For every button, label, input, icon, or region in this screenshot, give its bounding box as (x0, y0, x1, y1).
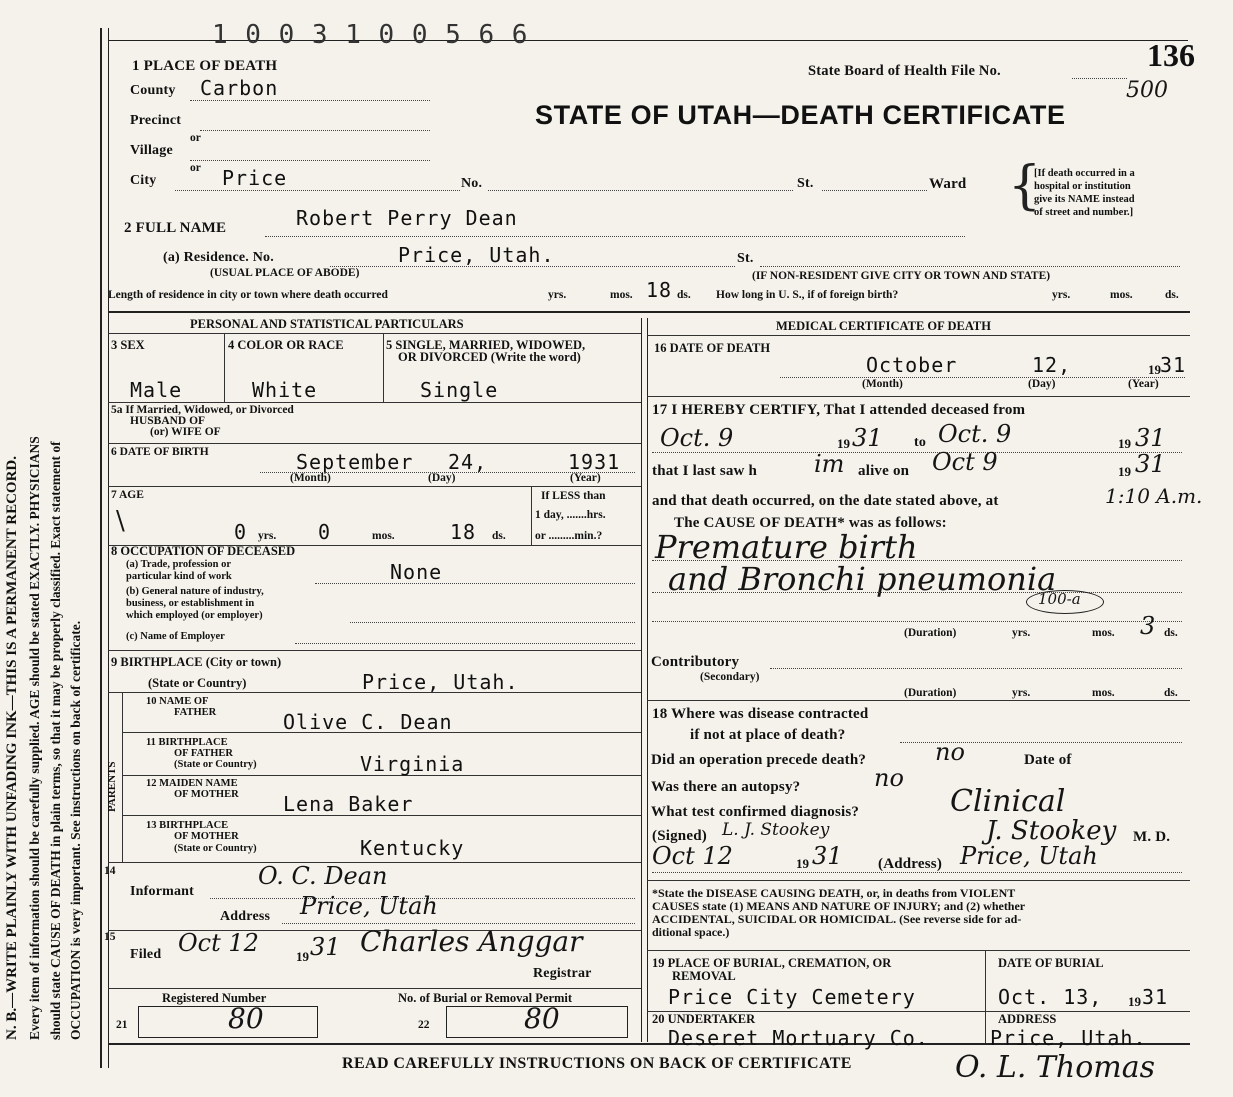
spouse-label-1: 5a If Married, Widowed, or Divorced (111, 404, 294, 416)
burial-place-label-1: 19 PLACE OF BURIAL, CREMATION, OR (652, 956, 892, 970)
registrar-bottom-signature: O. L. Thomas (955, 1050, 1156, 1085)
mother-birthplace: Kentucky (360, 836, 465, 860)
footnote-1: *State the DISEASE CAUSING DEATH, or, in deaths from VIOLENT (652, 886, 1016, 900)
cause-duration: (Duration) (904, 627, 957, 639)
less-than-2: 1 day, .......hrs. (535, 509, 606, 521)
age-months: 0 (318, 520, 332, 544)
age-yrs-label: yrs. (258, 530, 277, 542)
spouse-label-2: HUSBAND OF (130, 415, 206, 427)
father-birth-label-1: 11 BIRTHPLACE (146, 737, 228, 748)
center-divider (641, 318, 642, 1042)
length-of-residence-label: Length of residence in city or town where death occurred (108, 289, 388, 301)
death-day: 12, (1032, 353, 1072, 377)
contrib-duration: (Duration) (904, 687, 957, 699)
age-mos-label: mos. (372, 530, 395, 542)
length-days: 18 (646, 278, 673, 302)
father-birth-label-2: OF FATHER (174, 748, 234, 759)
registered-number: 80 (228, 1002, 264, 1035)
marital-label-1: 5 SINGLE, MARRIED, WIDOWED, (386, 338, 586, 352)
burial-place-label-2: REMOVAL (672, 969, 736, 983)
informant-address-label: Address (220, 909, 271, 924)
cause-of-death-label: The CAUSE OF DEATH* was as follows: (674, 515, 947, 531)
alive-year-prefix: 19 (1118, 464, 1131, 479)
length-mos: mos. (610, 289, 633, 301)
color-label: 4 COLOR OR RACE (228, 338, 344, 352)
full-name-label: 2 FULL NAME (124, 220, 227, 236)
mother-name: Lena Baker (283, 792, 414, 816)
county-label: County (130, 83, 176, 98)
burial-year: 31 (1142, 985, 1169, 1009)
attended-to-date: Oct. 9 (938, 420, 1012, 448)
sign-date: Oct 12 (652, 842, 733, 870)
md-label: M. D. (1133, 829, 1171, 845)
row-rule-7 (108, 486, 641, 487)
personal-heading: PERSONAL AND STATISTICAL PARTICULARS (190, 317, 464, 331)
cause-duration-ds: ds. (1164, 627, 1178, 639)
residence-st-label: St. (737, 251, 754, 266)
cause-duration-yrs: yrs. (1012, 627, 1031, 639)
medical-heading-rule (647, 335, 1190, 336)
residence-value: Price, Utah. (398, 243, 555, 267)
hospital-note-1: [If death occurred in a (1034, 168, 1135, 179)
cause-of-death-2: and Bronchi pneumonia (668, 560, 1057, 598)
attended-from-date: Oct. 9 (660, 424, 734, 452)
file-number-sub: 500 (1126, 78, 1168, 103)
occupation-c: (c) Name of Employer (126, 631, 225, 642)
attended-to-label: to (914, 435, 927, 450)
undertaker-address-label: ADDRESS (998, 1012, 1057, 1026)
mother-birth-label-2: OF MOTHER (174, 831, 239, 842)
side-note-line2: Every item of information should be carefully supplied. AGE should be stated EXACTLY. PHYSICIANS (27, 436, 42, 1040)
side-note-line3: should state CAUSE OF DEATH in plain terms, so that it may be properly classified. Exact statement of (48, 441, 63, 1040)
dob-day-caption: (Day) (428, 472, 456, 484)
city-value: Price (222, 166, 288, 190)
cause-duration-months: 3 (1140, 612, 1156, 640)
marital-value: Single (420, 378, 499, 402)
hospital-brace: { (1008, 156, 1042, 216)
autopsy-label: Was there an autopsy? (651, 779, 801, 795)
death-occurred-label: and that death occurred, on the date stated above, at (652, 493, 999, 509)
filed-year: 31 (310, 933, 341, 961)
age-less-divider (531, 487, 532, 545)
alive-on-label: alive on (858, 463, 910, 479)
physician-address-label: (Address) (878, 856, 943, 872)
us-yrs: yrs. (1052, 289, 1071, 301)
signed-name: L. J. Stookey (722, 820, 830, 840)
med-row-rule-19 (647, 950, 1190, 951)
last-saw-him: im (814, 450, 845, 478)
operation-label: Did an operation precede death? (651, 752, 867, 768)
length-yrs: yrs. (548, 289, 567, 301)
registrar-signature: Charles Anggar (360, 925, 583, 958)
less-than-1: If LESS than (541, 490, 606, 502)
center-divider-2 (647, 318, 648, 1042)
hospital-note-2: hospital or institution (1034, 181, 1131, 192)
burial-date: Oct. 13, (998, 985, 1103, 1009)
abode-note: (USUAL PLACE OF ABODE) (210, 267, 360, 279)
ward-label: Ward (929, 176, 967, 192)
place-of-death-heading: 1 PLACE OF DEATH (132, 58, 278, 74)
burial-permit-number: 80 (524, 1002, 560, 1035)
operation-date-label: Date of (1024, 752, 1072, 768)
attended-from-prefix: 19 (837, 436, 850, 451)
parents-label: PARENTS (106, 761, 118, 812)
death-time: 1:10 A.m. (1105, 484, 1203, 508)
death-year-prefix: 19 (1148, 362, 1161, 377)
alive-on-date: Oct 9 (932, 448, 998, 476)
autopsy-value: no (874, 764, 904, 792)
row-rule-9 (108, 650, 641, 651)
death-year-caption: (Year) (1128, 378, 1159, 390)
side-note-line4: OCCUPATION is very important. See instructions on back of certificate. (68, 620, 83, 1040)
spouse-label-3: (or) WIFE OF (150, 426, 221, 438)
occupation-value: None (390, 560, 443, 584)
certificate-title: STATE OF UTAH—DEATH CERTIFICATE (535, 100, 1066, 130)
death-year: 31 (1160, 353, 1187, 377)
us-ds: ds. (1165, 289, 1179, 301)
hospital-note-4: of street and number.] (1034, 207, 1134, 218)
dob-year-caption: (Year) (570, 472, 601, 484)
read-instructions: READ CAREFULLY INSTRUCTIONS ON BACK OF CERTIFICATE (342, 1055, 852, 1072)
attended-from-year: 31 (852, 424, 883, 452)
left-border-inner (108, 28, 109, 1068)
occupation-b1: (b) General nature of industry, (126, 586, 264, 597)
birthplace-state-label: (State or Country) (148, 676, 247, 690)
personal-heading-rule (108, 333, 641, 334)
color-marital-divider (383, 334, 384, 402)
signed-label: (Signed) (652, 828, 707, 844)
how-long-us: How long in U. S., if of foreign birth? (716, 289, 899, 301)
burial-divider (985, 950, 986, 1043)
sex-value: Male (130, 378, 183, 402)
marital-label-2: OR DIVORCED (Write the word) (398, 350, 581, 364)
contrib-duration-ds: ds. (1164, 687, 1178, 699)
occupation-a1: (a) Trade, profession or (126, 559, 231, 570)
father-birthplace: Virginia (360, 752, 465, 776)
informant-label: Informant (130, 884, 195, 899)
registrar-label: Registrar (533, 966, 592, 981)
alive-year: 31 (1135, 450, 1166, 478)
file-number: 136 (1147, 37, 1195, 73)
dob-year: 1931 (568, 450, 621, 474)
attended-to-prefix: 19 (1118, 436, 1131, 451)
st-label: St. (797, 176, 814, 191)
undertaker-address: Price, Utah. (990, 1026, 1147, 1050)
father-label-1: 10 NAME OF (146, 696, 209, 707)
father-name: Olive C. Dean (283, 710, 453, 734)
mother-birth-label-1: 13 BIRTHPLACE (146, 820, 229, 831)
secondary-label: (Secondary) (700, 671, 760, 683)
occupation-a2: particular kind of work (126, 571, 232, 582)
filed-number: 15 (104, 931, 116, 943)
med-row-rule-17 (647, 396, 1190, 397)
burial-year-prefix: 19 (1128, 994, 1141, 1009)
date-of-death-label: 16 DATE OF DEATH (654, 341, 771, 355)
med-row-rule-foot (647, 880, 1190, 881)
village-label: Village (130, 143, 173, 158)
informant-address: Price, Utah (300, 892, 438, 920)
cause-code-value: 100-a (1038, 590, 1081, 608)
left-border (100, 28, 102, 1068)
med-row-rule-18 (647, 700, 1190, 701)
physician-signature: J. Stookey (986, 816, 1117, 846)
birthplace-value: Price, Utah. (362, 670, 519, 694)
file-no-label: State Board of Health File No. (808, 63, 1001, 79)
contrib-duration-yrs: yrs. (1012, 687, 1031, 699)
age-days: 18 (450, 520, 477, 544)
undertaker-label: 20 UNDERTAKER (652, 1012, 756, 1026)
death-month-caption: (Month) (862, 378, 903, 390)
registered-number-label: Registered Number (162, 991, 267, 1005)
mother-label-2: OF MOTHER (174, 789, 239, 800)
residence-label: (a) Residence. No. (163, 250, 274, 265)
mother-birth-label-3: (State or Country) (174, 843, 257, 854)
side-note-line1: N. B.—WRITE PLAINLY WITH UNFADING INK—THIS IS A PERMANENT RECORD. (4, 456, 20, 1040)
filed-date: Oct 12 (178, 929, 259, 957)
color-value: White (252, 378, 318, 402)
footnote-3: ACCIDENTAL, SUICIDAL OR HOMICIDAL. (See reverse side for ad- (652, 912, 1022, 926)
sign-year: 31 (812, 842, 843, 870)
burial-place: Price City Cemetery (668, 985, 916, 1009)
us-mos: mos. (1110, 289, 1133, 301)
occupation-label: 8 OCCUPATION OF DECEASED (111, 544, 296, 558)
dob-label: 6 DATE OF BIRTH (111, 446, 209, 458)
attended-to-year: 31 (1135, 424, 1166, 452)
physician-address: Price, Utah (960, 842, 1098, 870)
age-ds-label: ds. (492, 530, 506, 542)
dob-day: 24, (448, 450, 488, 474)
certificate-top-number: 1 0 0 3 1 0 0 5 6 6 (212, 20, 529, 50)
footnote-2: CAUSES state (1) MEANS AND NATURE OF INJURY; and (2) whether (652, 899, 1026, 913)
father-label-2: FATHER (174, 707, 217, 718)
dob-month-caption: (Month) (290, 472, 331, 484)
footnote-4: ditional space.) (652, 925, 730, 939)
burial-date-label: DATE OF BURIAL (998, 956, 1104, 970)
where-contracted-2: if not at place of death? (690, 727, 846, 743)
filed-year-prefix: 19 (296, 949, 309, 964)
cause-of-death-1: Premature birth (655, 528, 918, 566)
undertaker: Deseret Mortuary Co. (668, 1026, 929, 1050)
father-birth-label-3: (State or Country) (174, 759, 257, 770)
or-1: or (190, 132, 201, 144)
where-contracted-1: 18 Where was disease contracted (652, 706, 869, 722)
precinct-label: Precinct (130, 113, 182, 128)
hospital-note-3: give its NAME instead (1034, 194, 1135, 205)
or-2: or (190, 162, 201, 174)
operation-value: no (935, 738, 965, 766)
medical-heading: MEDICAL CERTIFICATE OF DEATH (776, 319, 991, 333)
sex-color-divider (224, 334, 225, 402)
row-rule-16 (108, 988, 641, 989)
row-rule-6 (108, 443, 641, 444)
informant-number: 14 (104, 865, 116, 877)
city-label: City (130, 173, 157, 188)
full-name-value: Robert Perry Dean (296, 206, 518, 230)
informant-signature: O. C. Dean (258, 862, 388, 890)
nonresident-note: (IF NON-RESIDENT GIVE CITY OR TOWN AND STATE) (752, 270, 1051, 282)
registered-box-number: 21 (116, 1019, 128, 1031)
contributory-label: Contributory (651, 654, 740, 670)
burial-permit-label: No. of Burial or Removal Permit (398, 991, 573, 1005)
burial-box-number: 22 (418, 1019, 430, 1031)
no-label: No. (461, 176, 483, 191)
filed-label: Filed (130, 947, 162, 962)
sign-year-prefix: 19 (796, 856, 809, 871)
cause-duration-mos: mos. (1092, 627, 1115, 639)
test-confirmed-label: What test confirmed diagnosis? (651, 804, 860, 820)
occupation-b2: business, or establishment in (126, 598, 255, 609)
occupation-b3: which employed (or employer) (126, 610, 263, 621)
certify-statement: 17 I HEREBY CERTIFY, That I attended deceased from (652, 402, 1026, 418)
less-than-3: or .........min.? (535, 530, 603, 542)
length-ds: ds. (677, 289, 691, 301)
death-day-caption: (Day) (1028, 378, 1056, 390)
mother-label-1: 12 MAIDEN NAME (146, 778, 238, 789)
sex-label: 3 SEX (111, 338, 145, 352)
dob-month: September (296, 450, 414, 474)
age-years: 0 (234, 520, 248, 544)
age-label: 7 AGE (111, 489, 144, 501)
row-rule-5a (108, 402, 641, 403)
contrib-duration-mos: mos. (1092, 687, 1115, 699)
parents-divider (122, 692, 123, 862)
section-rule-top (108, 311, 1190, 313)
county-value: Carbon (200, 76, 279, 100)
birthplace-label: 9 BIRTHPLACE (City or town) (111, 655, 282, 669)
death-month: October (866, 353, 958, 377)
last-saw-prefix: that I last saw h (652, 463, 758, 479)
age-checkmark: \ (116, 506, 125, 536)
test-confirmed-value: Clinical (950, 784, 1066, 819)
